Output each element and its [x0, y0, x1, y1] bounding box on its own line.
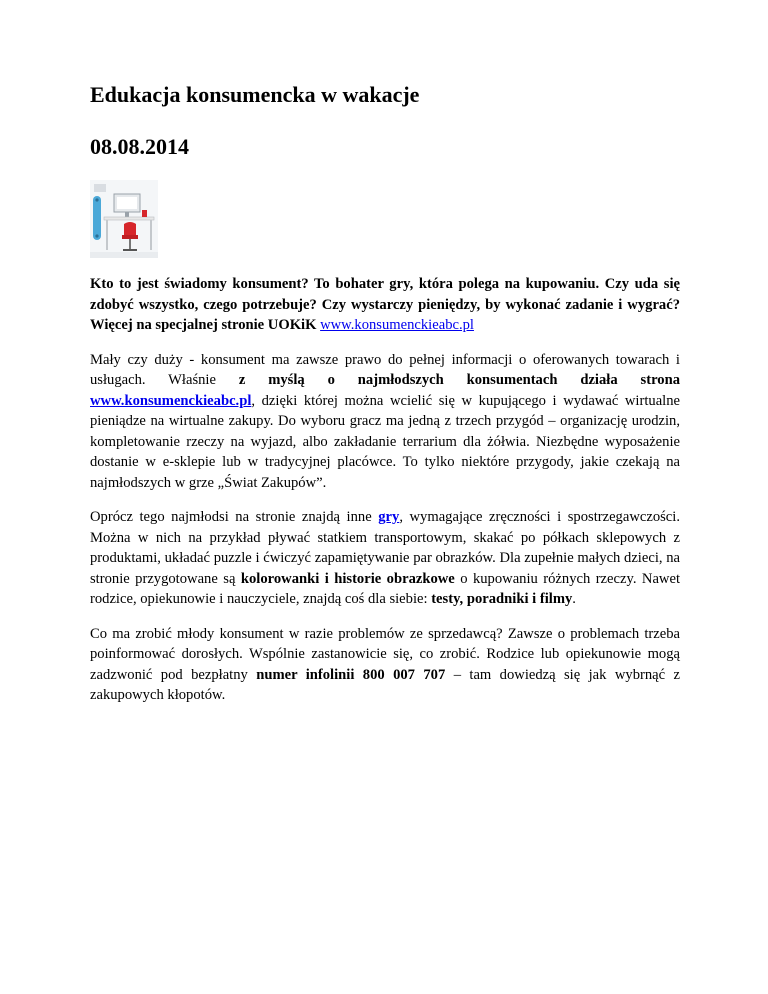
intro-text: Kto to jest świadomy konsument? To bohater gry, która polega na kupowaniu. Czy uda się zdobyć wszystko, czego potrzebuje? Czy wystarczy pieniędzy, by wykonać zadanie i wygrać? Więcej na specjalnej stronie UOKiK [90, 276, 680, 333]
desk-workspace-icon [90, 180, 158, 258]
p3-text-d: . [572, 591, 576, 607]
p2-text-a: Mały czy duży - konsument ma zawsze prawo do pełnej informacji o oferowanych towarach i usługach. Właśnie [90, 351, 680, 388]
games-link[interactable]: gry [378, 509, 400, 525]
p3-text-c: o kupowaniu różnych rzeczy. Nawet rodzice, opiekunowie i nauczyciele, znajdą coś dla siebie: [90, 570, 680, 607]
p4-text-b: – tam dowiedzą się jak wybrnąć z zakupowych kłopotów. [90, 666, 680, 703]
p3-text-a: Oprócz tego najmłodsi na stronie znajdą inne [90, 509, 379, 525]
paragraph-3 [90, 507, 680, 610]
article-date: 08.08.2014 [90, 134, 189, 159]
paragraph-2 [90, 350, 680, 494]
document-page [90, 80, 680, 706]
intro-paragraph [90, 274, 680, 336]
p4-text-a: Co ma zrobić młody konsument w razie problemów ze sprzedawcą? Zawsze o problemach trzeba poinformować dorosłych. Wspólnie zastanowicie się, co zrobić. Rodzice lub opiekunowie mogą zadzwonić pod bezpłatny [90, 625, 680, 683]
p3-bold-2: testy, poradniki i filmy [431, 591, 573, 607]
p4-bold: numer infolinii 800 007 707 [256, 666, 446, 683]
page-title: Edukacja konsumencka w wakacje [90, 82, 420, 107]
paragraph-4 [90, 624, 680, 706]
desk-workspace-image [90, 180, 158, 258]
p2-bold: z myślą o najmłodszych konsumentach działa strona [238, 372, 680, 388]
p3-bold-1: kolorowanki i historie obrazkowe [240, 570, 455, 587]
p2-link[interactable]: www.konsumenckieabc.pl [90, 392, 252, 409]
p3-text-b: , wymagające zręczności i spostrzegawczości. Można w nich na przykład pływać statkiem transportowym, skakać po półkach sklepowych z produktami, układać puzzle i ćwiczyć zapamiętywanie par obrazków. Dla zupełnie małych dzieci, na stronie przygotowane są [90, 509, 680, 587]
p2-text-b: , dzięki której można wcielić się w kupującego i wydawać wirtualne pieniądze na wirtualne zakupy. Do wyboru gracz ma jedną z trzech przygód – organizację urodzin, kompletowanie rzeczy na wyjazd, albo zakładanie terrarium dla żółwia. Niezbędne wyposażenie dostanie w e-sklepie lub w tradycyjnej placówce. To tylko niektóre przygody, jakie czekają na najmłodszych w grze „Świat Zakupów”. [90, 392, 680, 491]
intro-link[interactable]: www.konsumenckieabc.pl [320, 317, 474, 333]
